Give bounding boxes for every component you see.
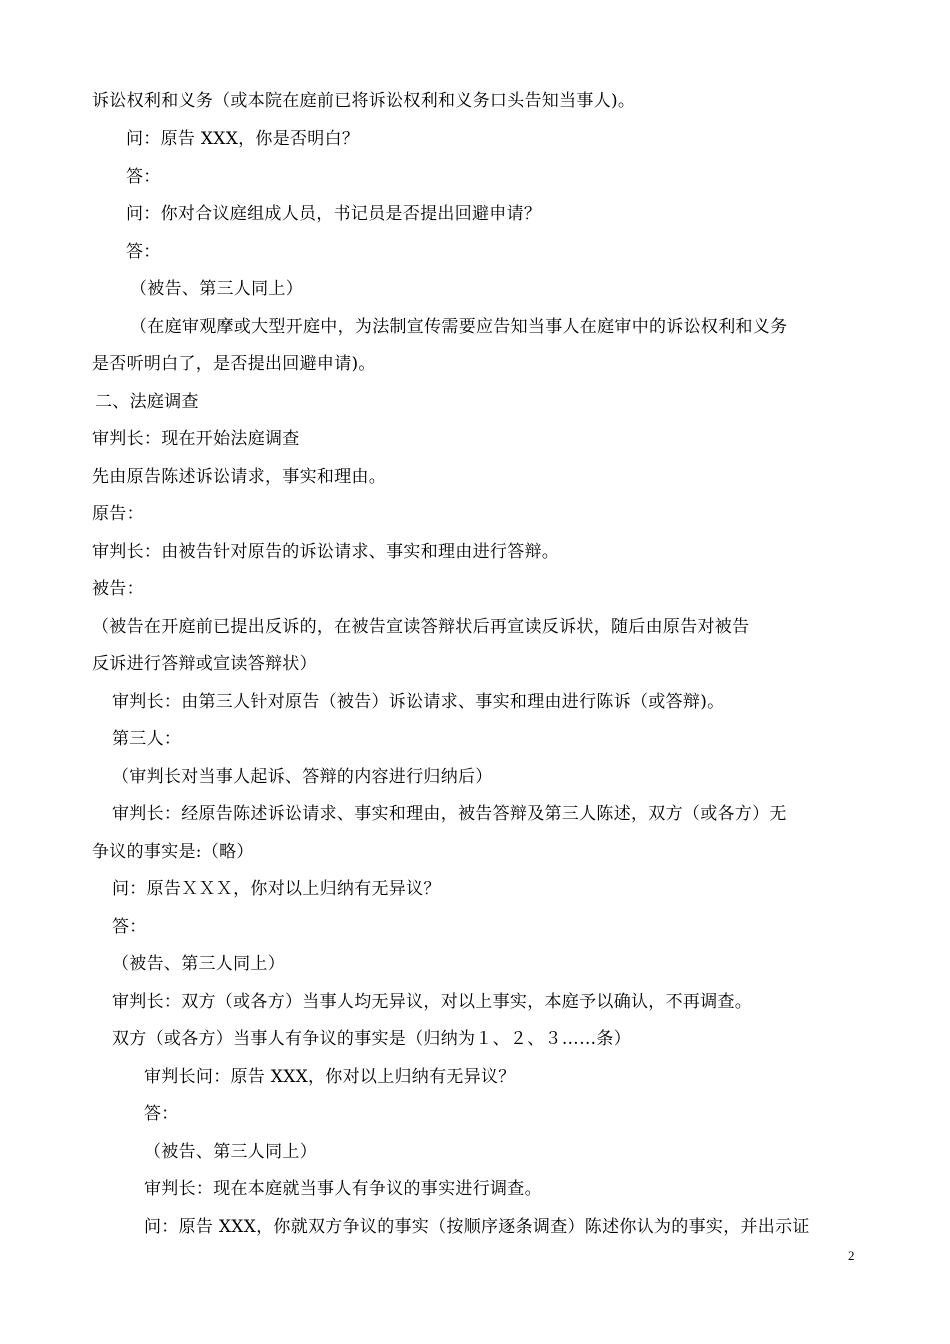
text-line: 答： [126, 242, 161, 262]
text-line: 诉讼权利和义务（或本院在庭前已将诉讼权利和义务口头告知当事人)。 [92, 91, 636, 111]
text-line: 被告： [92, 579, 144, 599]
text-line: 争议的事实是:（略） [92, 842, 254, 862]
section-heading: 二、法庭调查 [95, 392, 199, 412]
text-line: （审判长对当事人起诉、答辩的内容进行归纳后） [112, 767, 493, 787]
text-line: （被告、第三人同上） [130, 279, 303, 299]
page-number: 2 [848, 1248, 855, 1263]
text-line: 审判长：双方（或各方）当事人均无异议，对以上事实，本庭予以确认，不再调查。 [112, 992, 753, 1012]
text-line: 问：你对合议庭组成人员，书记员是否提出回避申请？ [126, 204, 542, 224]
text-line: 审判长问：原告 XXX，你对以上归纳有无异议？ [144, 1067, 516, 1087]
text-line: 反诉进行答辩或宣读答辩状） [92, 654, 317, 674]
text-line: 问：原告 XXX，你是否明白？ [126, 129, 360, 149]
text-line: 审判长：由被告针对原告的诉讼请求、事实和理由进行答辩。 [92, 542, 560, 562]
text-line: 是否听明白了，是否提出回避申请)。 [92, 354, 376, 374]
text-line: 答： [144, 1104, 179, 1124]
text-line: （被告、第三人同上） [112, 954, 285, 974]
text-line: 审判长：现在开始法庭调查 [92, 429, 300, 449]
text-line: 审判长：由第三人针对原告（被告）诉讼请求、事实和理由进行陈诉（或答辩)。 [112, 692, 725, 712]
text-line: （被告、第三人同上） [144, 1142, 317, 1162]
text-line: 问：原告 XXX，你就双方争议的事实（按顺序逐条调查）陈述你认为的事实，并出示证 [144, 1217, 810, 1237]
text-line: 先由原告陈述诉讼请求，事实和理由。 [92, 467, 387, 487]
text-line: 原告： [92, 504, 144, 524]
text-line: 第三人： [112, 729, 182, 749]
text-line: 审判长：现在本庭就当事人有争议的事实进行调查。 [144, 1179, 542, 1199]
text-line: 答： [126, 167, 161, 187]
text-line: 双方（或各方）当事人有争议的事实是（归纳为１、２、３……条） [112, 1029, 631, 1049]
text-line: 答： [112, 917, 147, 937]
text-line: 问：原告ＸＸＸ，你对以上归纳有无异议？ [112, 879, 441, 899]
text-line: （在庭审观摩或大型开庭中，为法制宣传需要应告知当事人在庭审中的诉讼权利和义务 [130, 317, 788, 337]
text-line: （被告在开庭前已提出反诉的，在被告宣读答辩状后再宣读反诉状，随后由原告对被告 [92, 617, 750, 637]
text-line: 审判长：经原告陈述诉讼请求、事实和理由，被告答辩及第三人陈述，双方（或各方）无 [112, 804, 787, 824]
